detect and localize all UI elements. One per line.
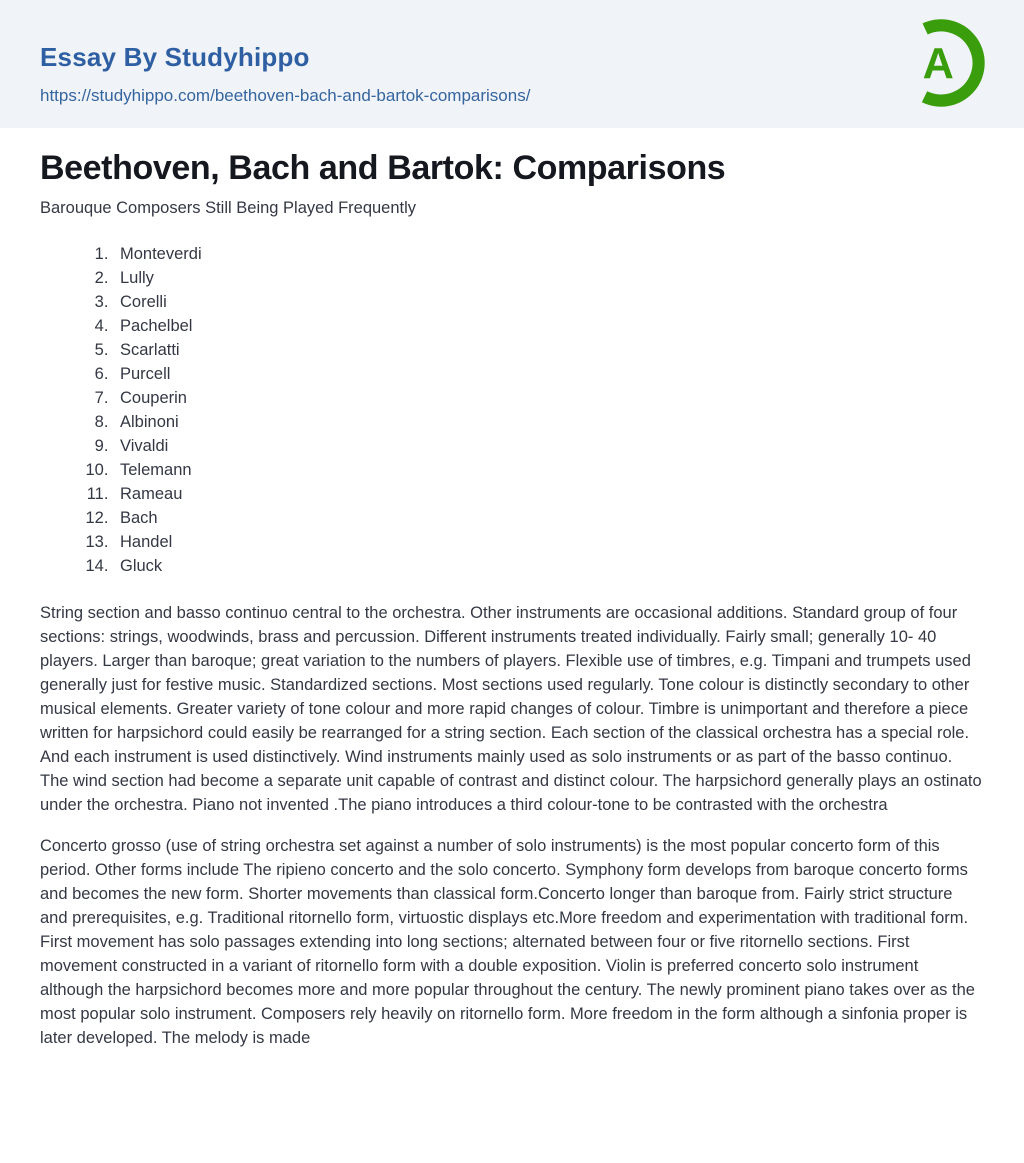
article-subtitle: Barouque Composers Still Being Played Frequently [40, 199, 417, 217]
list-item: 7. Couperin [113, 386, 984, 410]
list-item: 4. Pachelbel [113, 314, 984, 338]
page-header [0, 0, 1024, 128]
list-item: 1. Monteverdi [113, 242, 984, 266]
studyhippo-logo-icon [894, 16, 988, 110]
page-title: Beethoven, Bach and Bartok: Comparisons [40, 149, 726, 187]
list-item: 14. Gluck [113, 554, 984, 578]
essay-article [0, 149, 1024, 1050]
list-item: 10. Telemann [113, 458, 984, 482]
list-item: 5. Scarlatti [113, 338, 984, 362]
brand-title: Essay By Studyhippo [40, 42, 310, 72]
list-item: 13. Handel [113, 530, 984, 554]
list-item: 12. Bach [113, 506, 984, 530]
list-item: 6. Purcell [113, 362, 984, 386]
paragraph-concerto: Concerto grosso (use of string orchestra set against a number of solo instruments) is the most popular concerto form of this period. Other forms include The ripieno concerto and the solo concerto. Symphony form develops from baroque concerto forms and becomes the new form. Shorter movements than classical form.Concerto longer than baroque from. Fairly strict structure and prerequisites, e.g. Traditional ritornello form, virtuostic displays etc.More freedom and experimentation with traditional form. First movement has solo passages extending into long sections; alternated between four or five ritornello sections. First movement constructed in a variant of ritornello form with a double exposition. Violin is preferred concerto solo instrument although the harpsichord becomes more and more popular throughout the century. The newly prominent piano takes over as the most popular solo instrument. Composers rely heavily on ritornello form. More freedom in the form although a sinfonia proper is later developed. The melody is made [40, 837, 975, 1047]
composer-list [40, 242, 984, 578]
source-url-link[interactable]: https://studyhippo.com/beethoven-bach-and-bartok-comparisons/ [40, 86, 531, 105]
list-item: 2. Lully [113, 266, 984, 290]
list-item: 8. Albinoni [113, 410, 984, 434]
list-item: 9. Vivaldi [113, 434, 984, 458]
list-item: 3. Corelli [113, 290, 984, 314]
logo-letter: A [922, 40, 954, 89]
paragraph-orchestra: String section and basso continuo central to the orchestra. Other instruments are occasional additions. Standard group of four sections: strings, woodwinds, brass and percussion. Different instruments treated individually. Fairly small; generally 10- 40 players. Larger than baroque; great variation to the numbers of players. Flexible use of timbres, e.g. Timpani and trumpets used generally just for festive music. Standardized sections. Most sections used regularly. Tone colour is distinctly secondary to other musical elements. Greater variety of tone colour and more rapid changes of colour. Timbre is unimportant and therefore a piece written for harpsichord could easily be rearranged for a string section. Each section of the classical orchestra has a special role. And each instrument is used distinctively. Wind instruments mainly used as solo instruments or as part of the basso continuo. The wind section had become a separate unit capable of contrast and distinct colour. The harpsichord generally plays an ostinato under the orchestra. Piano not invented .The piano introduces a third colour-tone to be contrasted with the orchestra [40, 604, 982, 814]
list-item: 11. Rameau [113, 482, 984, 506]
